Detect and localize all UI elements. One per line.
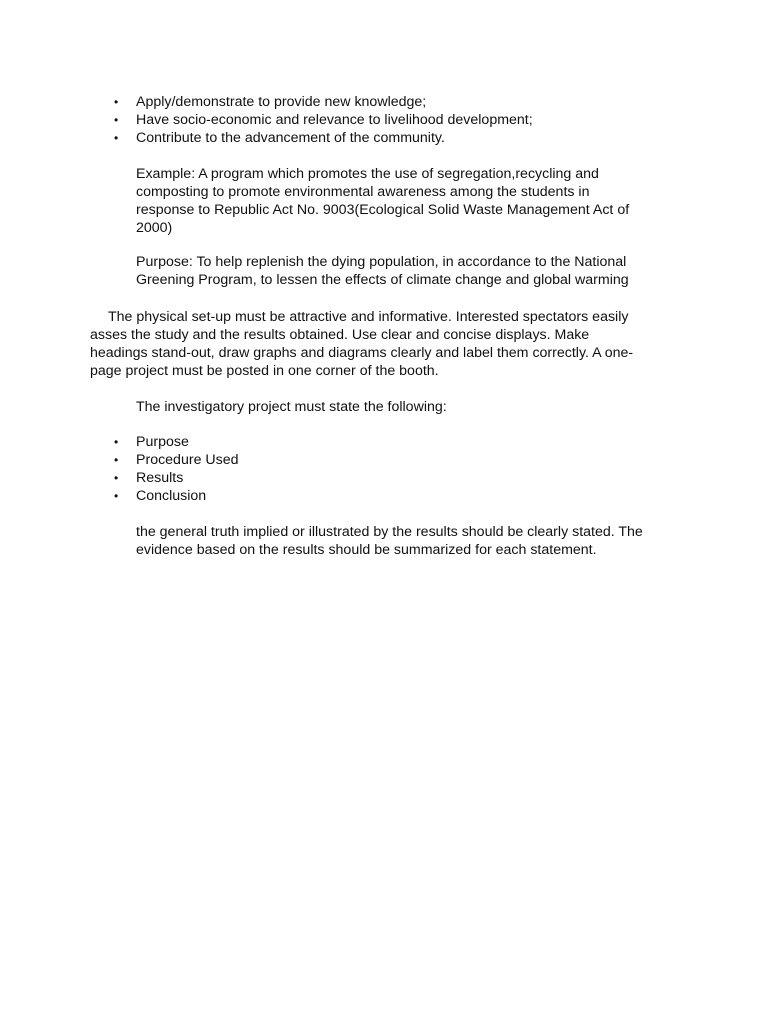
list-item: • Contribute to the advancement of the community. xyxy=(114,130,445,146)
setup-paragraph: The physical set-up must be attractive and informative. Interested spectators easily asses the study and the results obtained. Use clear and concise displays. Make headings stand-out, draw graphs and diagrams clearly and label them correctly. A one- page project must be posted in one corner of the booth. xyxy=(90,309,634,379)
bullet-icon: • xyxy=(114,113,119,127)
list-item: • Purpose xyxy=(114,434,189,450)
bullet-icon: • xyxy=(114,131,119,145)
list-item: • Apply/demonstrate to provide new knowledge; xyxy=(114,94,427,110)
example-paragraph: Example: A program which promotes the use of segregation,recycling and composting to promote environmental awareness among the students in response to Republic Act No. 9003(Ecological Solid Waste Management Act of 2000) xyxy=(136,166,630,236)
bullet-icon: • xyxy=(114,453,119,467)
list-item: • Conclusion xyxy=(114,488,207,504)
bullet-icon: • xyxy=(114,95,119,109)
project-sections-list xyxy=(108,433,708,505)
list-item: • Have socio-economic and relevance to livelihood development; xyxy=(114,112,533,128)
bullet-icon: • xyxy=(114,471,119,485)
investigatory-intro: The investigatory project must state the following: xyxy=(136,399,447,415)
conclusion-paragraph: the general truth implied or illustrated by the results should be clearly stated. The evidence based on the results should be summarized for each statement. xyxy=(136,524,643,558)
requirements-list xyxy=(108,93,708,147)
list-item: • Results xyxy=(114,470,184,486)
list-item: • Procedure Used xyxy=(114,452,239,468)
bullet-icon: • xyxy=(114,435,119,449)
bullet-icon: • xyxy=(114,489,119,503)
purpose-paragraph: Purpose: To help replenish the dying population, in accordance to the National Greening Program, to lessen the effects of climate change and global warming xyxy=(136,254,629,288)
